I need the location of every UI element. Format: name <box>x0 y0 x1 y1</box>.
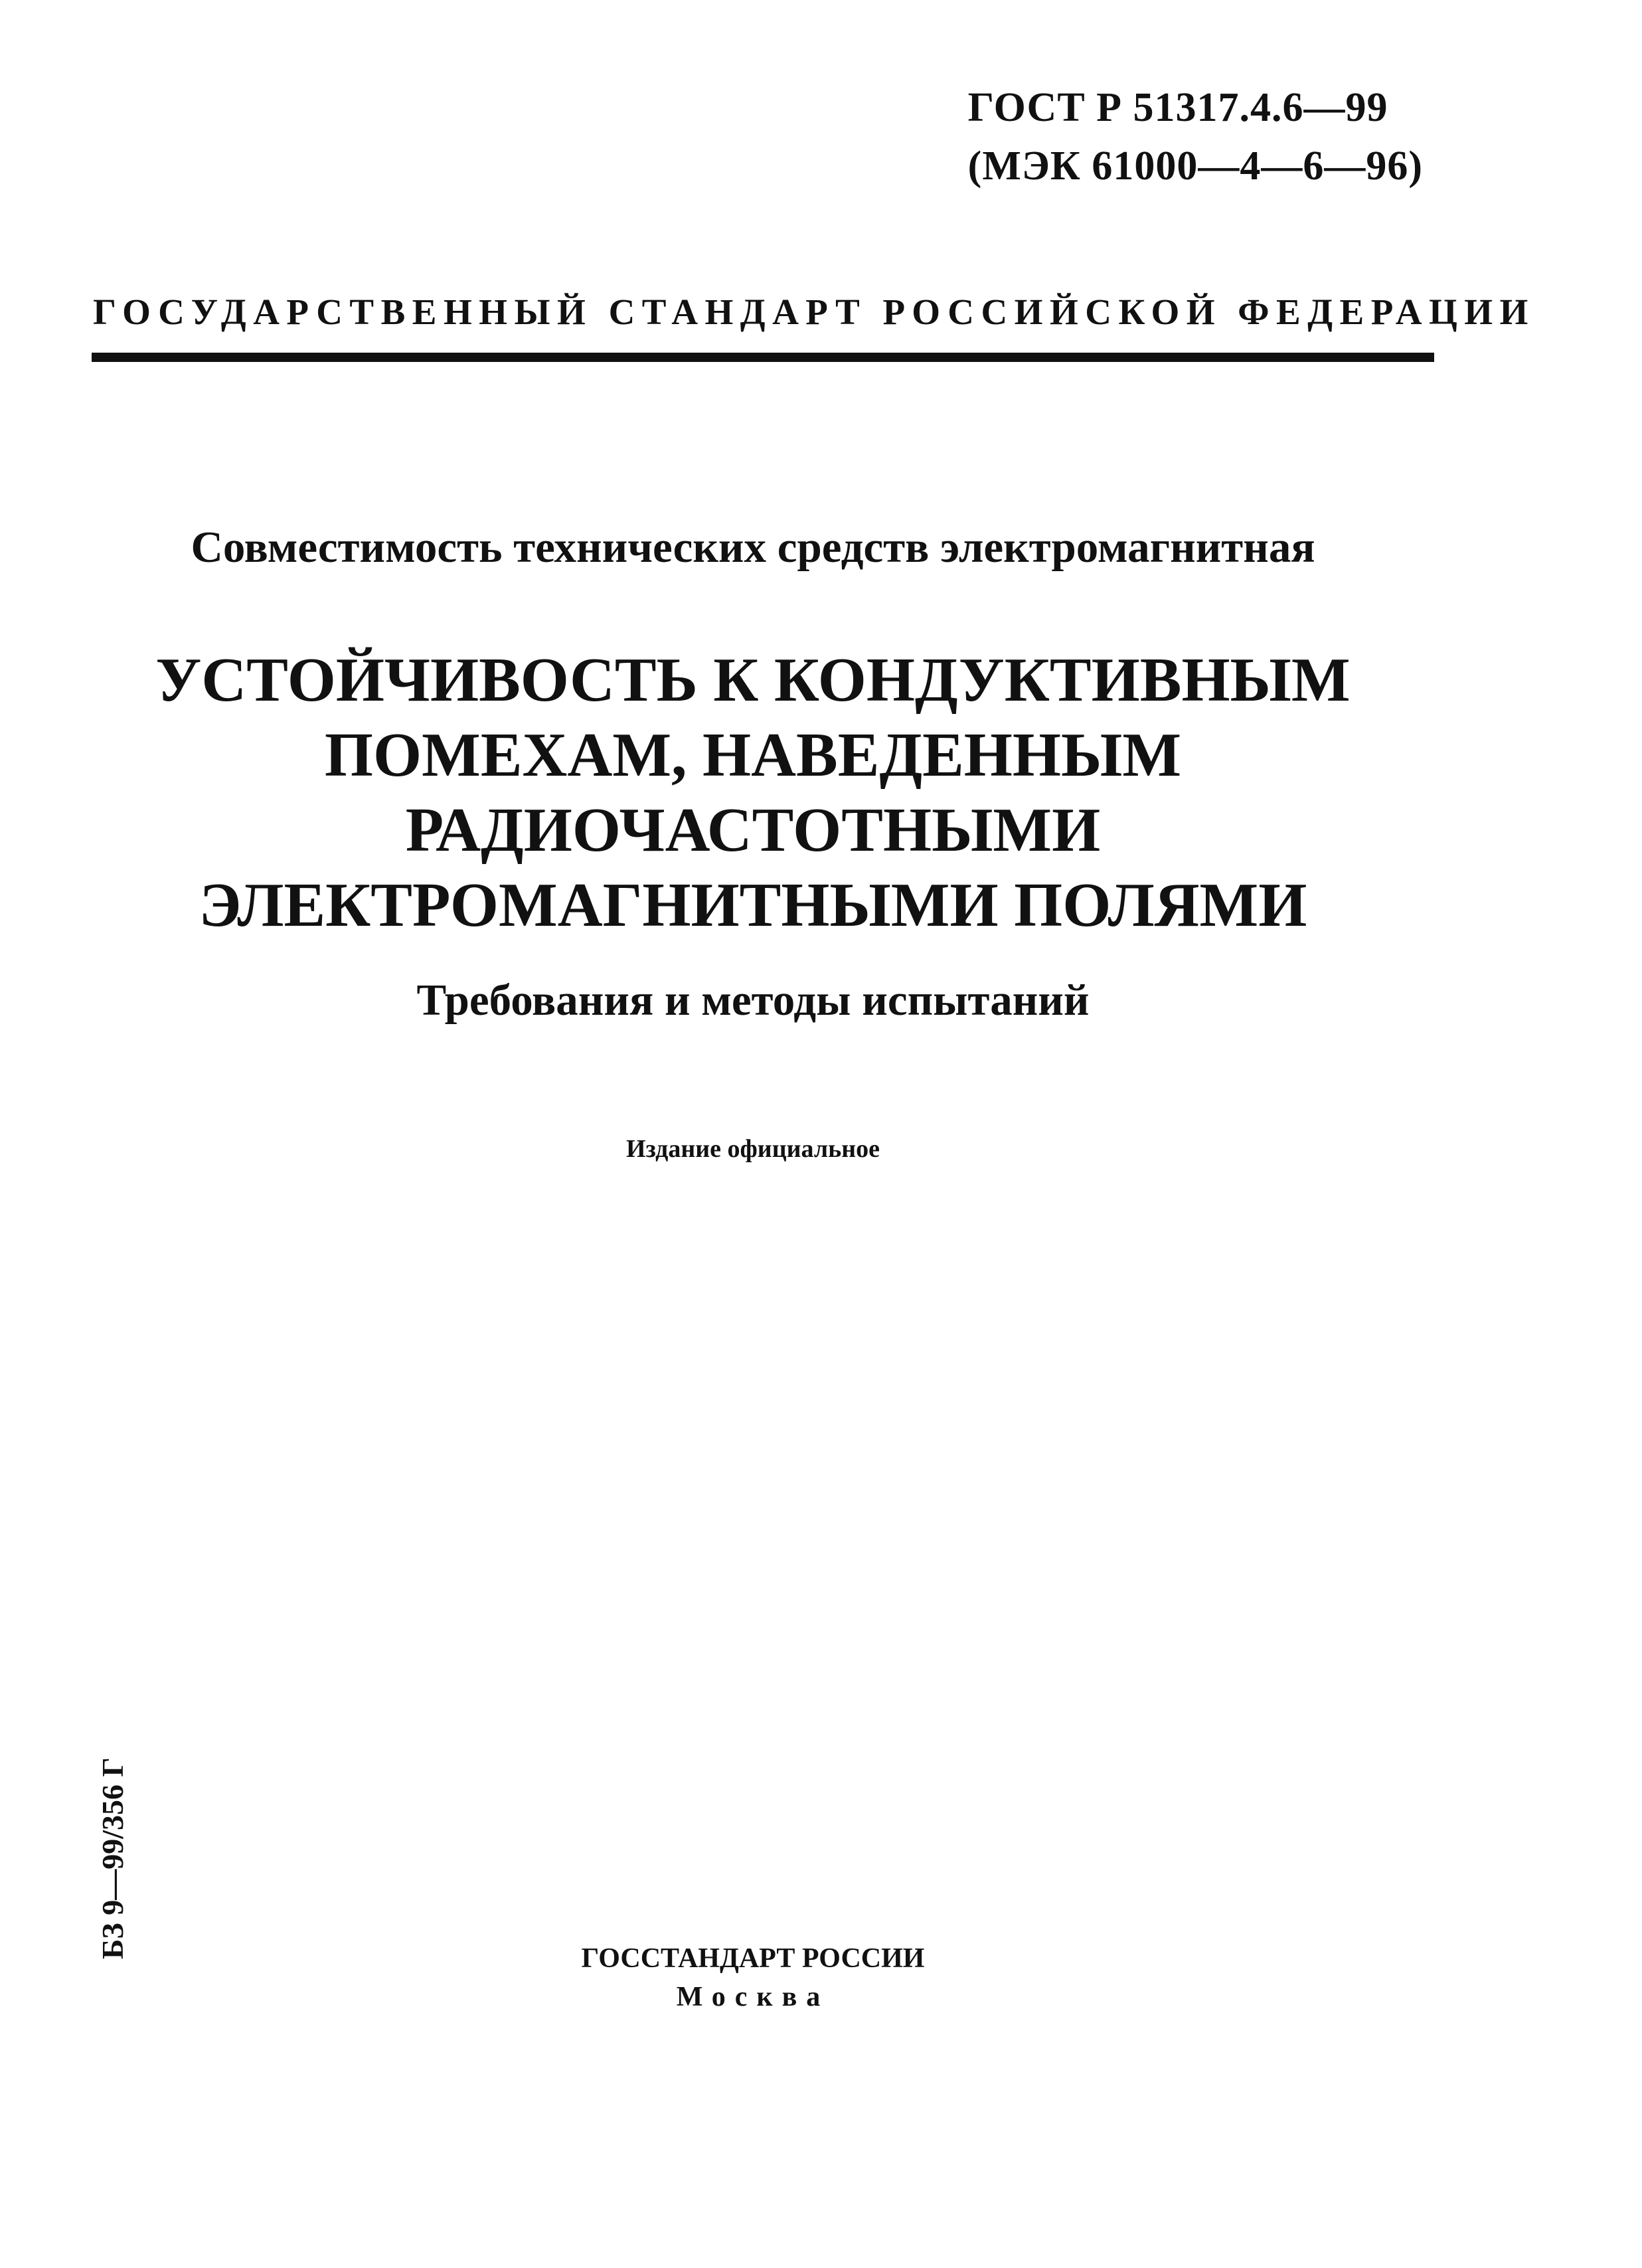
title-main-line-4: ЭЛЕКТРОМАГНИТНЫМИ ПОЛЯМИ <box>199 871 1307 940</box>
title-main <box>0 643 1506 943</box>
heading-rule <box>92 353 1434 362</box>
title-main-line-2: ПОМЕХАМ, НАВЕДЕННЫМ <box>324 721 1182 790</box>
title-group: Совместимость технических средств электромагнитная <box>191 523 1315 572</box>
title-main-line-1: УСТОЙЧИВОСТЬ К КОНДУКТИВНЫМ <box>155 646 1351 715</box>
edition-label: Издание официальное <box>625 1135 880 1163</box>
iec-code: (МЭК 61000—4—6—96) <box>967 143 1423 189</box>
gost-code: ГОСТ Р 51317.4.6—99 <box>967 85 1388 130</box>
publisher-city: Москва <box>676 1982 830 2012</box>
state-standard-heading: ГОСУДАРСТВЕННЫЙ СТАНДАРТ РОССИЙСКОЙ ФЕДЕРАЦИИ <box>93 292 1535 332</box>
publisher-name: ГОССТАНДАРТ РОССИИ <box>581 1943 925 1974</box>
standard-designation <box>968 78 1423 195</box>
title-subtitle: Требования и методы испытаний <box>416 976 1090 1025</box>
side-catalog-code: БЗ 9—99/356 Г <box>96 1757 129 1959</box>
publisher <box>0 1939 1506 2016</box>
title-main-line-3: РАДИОЧАСТОТНЫМИ <box>405 796 1101 865</box>
